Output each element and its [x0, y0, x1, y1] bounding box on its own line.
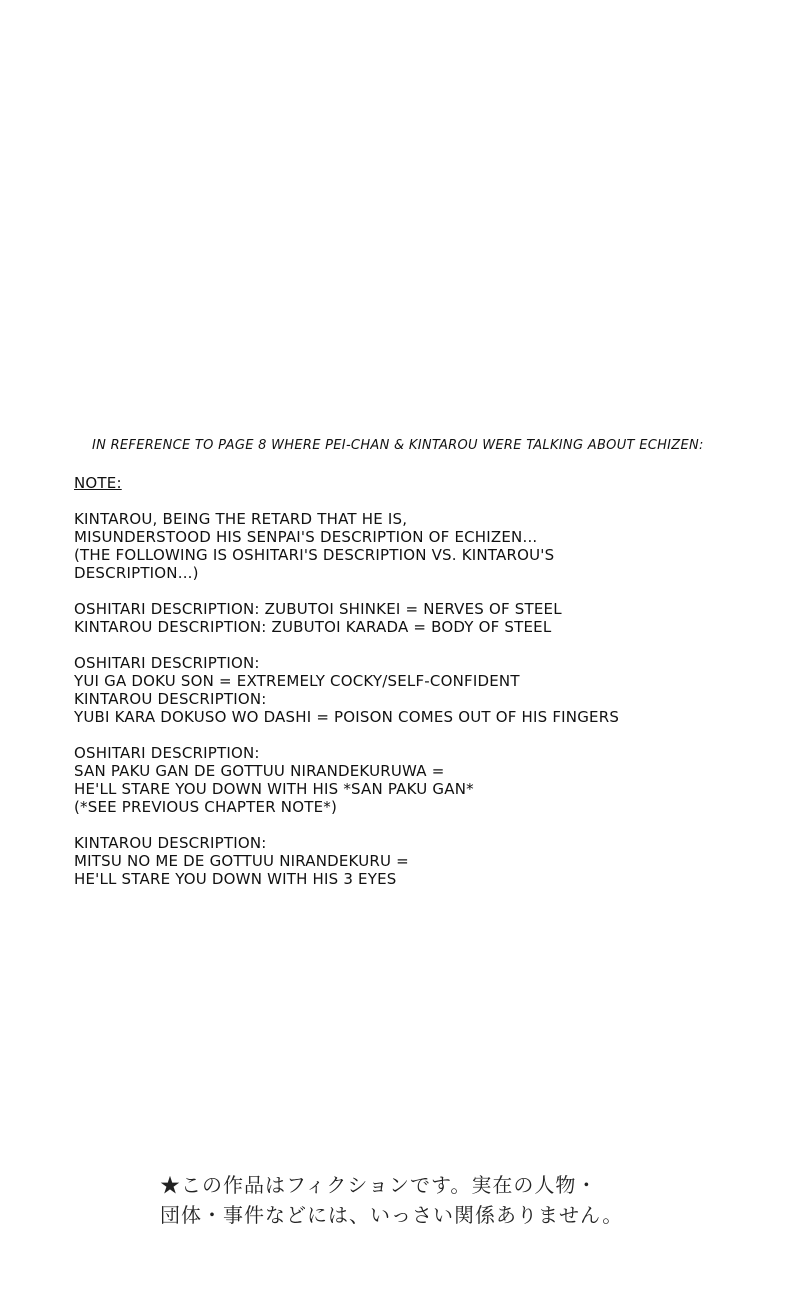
note-line: OSHITARI DESCRIPTION: — [74, 654, 260, 672]
note-paragraph — [74, 744, 774, 816]
note-line: HE'LL STARE YOU DOWN WITH HIS *SAN PAKU GAN* — [74, 780, 474, 798]
note-paragraph — [74, 600, 774, 636]
note-paragraph — [74, 834, 774, 888]
translation-note — [74, 474, 774, 906]
note-line: DESCRIPTION...) — [74, 564, 199, 582]
note-line: OSHITARI DESCRIPTION: ZUBUTOI SHINKEI = NERVES OF STEEL — [74, 600, 562, 618]
note-line: OSHITARI DESCRIPTION: — [74, 744, 260, 762]
intro-text: IN REFERENCE TO PAGE 8 WHERE PEI-CHAN & KINTAROU WERE TALKING ABOUT ECHIZEN: — [92, 438, 704, 453]
note-line: YUBI KARA DOKUSO WO DASHI = POISON COMES OUT OF HIS FINGERS — [74, 708, 620, 726]
note-line: MISUNDERSTOOD HIS SENPAI'S DESCRIPTION OF ECHIZEN... — [74, 528, 538, 546]
note-line: KINTAROU DESCRIPTION: ZUBUTOI KARADA = BODY OF STEEL — [74, 618, 552, 636]
disclaimer-line: 団体・事件などには、いっさい関係ありません。 — [160, 1203, 624, 1227]
note-line: KINTAROU, BEING THE RETARD THAT HE IS, — [74, 510, 408, 528]
note-line: SAN PAKU GAN DE GOTTUU NIRANDEKURUWA = — [74, 762, 445, 780]
note-line: MITSU NO ME DE GOTTUU NIRANDEKURU = — [74, 852, 409, 870]
disclaimer-line: ★この作品はフィクションです。実在の人物・ — [160, 1173, 598, 1197]
note-line: (*SEE PREVIOUS CHAPTER NOTE*) — [74, 798, 338, 816]
note-paragraph — [74, 654, 774, 726]
note-line: KINTAROU DESCRIPTION: — [74, 834, 267, 852]
note-line: HE'LL STARE YOU DOWN WITH HIS 3 EYES — [74, 870, 397, 888]
fiction-disclaimer — [160, 1170, 660, 1230]
note-line: YUI GA DOKU SON = EXTREMELY COCKY/SELF-CONFIDENT — [74, 672, 520, 690]
note-line: KINTAROU DESCRIPTION: — [74, 690, 267, 708]
note-line: (THE FOLLOWING IS OSHITARI'S DESCRIPTION VS. KINTAROU'S — [74, 546, 555, 564]
note-heading: NOTE: — [74, 474, 122, 492]
note-paragraph — [74, 510, 774, 582]
